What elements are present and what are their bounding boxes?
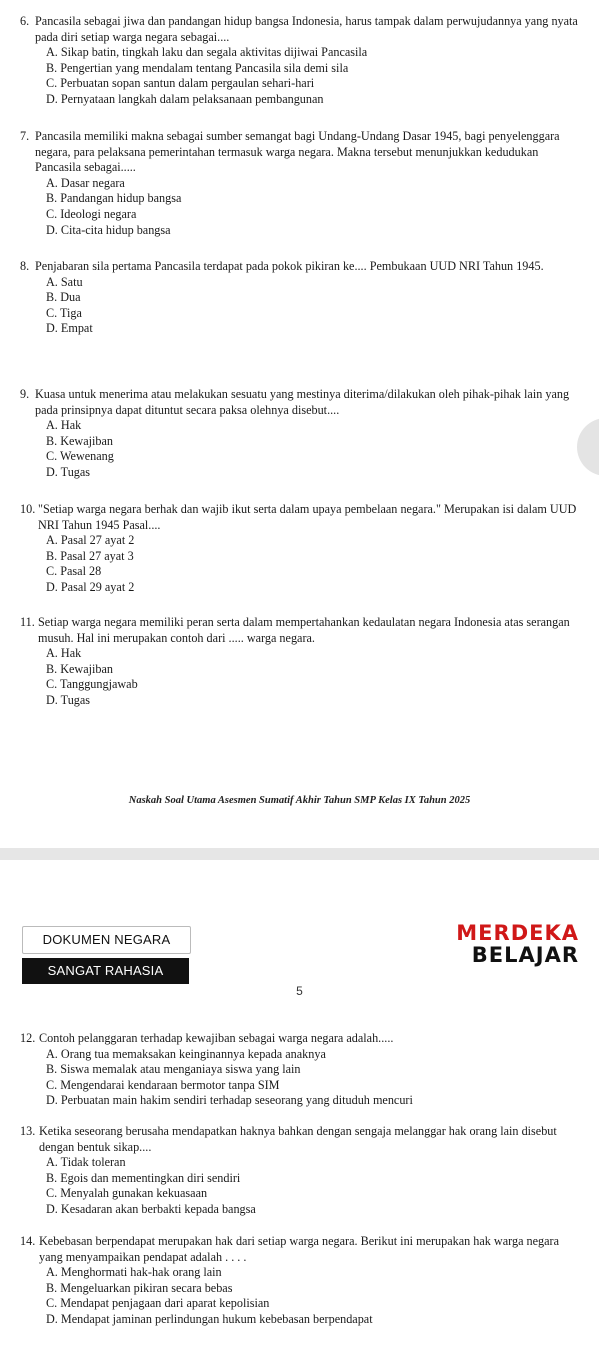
question-number: 7. <box>20 129 30 143</box>
option-c: C. Menyalah gunakan kekuasaan <box>46 1186 208 1201</box>
option-b: B. Pandangan hidup bangsa <box>46 191 182 206</box>
document-class-badge: DOKUMEN NEGARA <box>22 926 191 954</box>
question-11 <box>20 615 580 709</box>
question-number: 13. <box>20 1124 36 1138</box>
question-7 <box>20 129 580 238</box>
option-b: B. Siswa memalak atau menganiaya siswa yang lain <box>46 1062 301 1077</box>
belajar-logo-line: BELAJAR <box>471 943 579 967</box>
question-stem: Contoh pelanggaran terhadap kewajiban sebagai warga negara adalah..... <box>39 1031 394 1045</box>
option-c: C. Pasal 28 <box>46 564 102 579</box>
option-c: C. Ideologi negara <box>46 206 137 221</box>
question-stem: Setiap warga negara memiliki peran serta dalam mempertahankan kedaulatan negara Indonesia atas serangan musuh. Hal ini merupakan contoh dari ..... warga negara. <box>38 615 570 645</box>
page-footer: Naskah Soal Utama Asesmen Sumatif Akhir Tahun SMP Kelas IX Tahun 2025 <box>128 795 471 806</box>
option-b: B. Egois dan mementingkan diri sendiri <box>46 1170 241 1185</box>
exam-page-2 <box>0 860 599 1349</box>
option-b: B. Pengertian yang mendalam tentang Pancasila sila demi sila <box>46 60 349 75</box>
option-c: C. Mendapat penjagaan dari aparat kepolisian <box>46 1296 270 1311</box>
option-d: D. Pernyataan langkah dalam pelaksanaan pembangunan <box>46 91 324 106</box>
question-stem: Pancasila memiliki makna sebagai sumber semangat bagi Undang-Undang Dasar 1945, bagi penyelenggara negara, para pelaksana pemerintahan termasuk warga negara. Makna tersebut menunjukkan kedudukan Pancasila sebagai..... <box>35 129 560 175</box>
option-a: A. Sikap batin, tingkah laku dan segala aktivitas dijiwai Pancasila <box>46 45 368 60</box>
option-d: D. Kesadaran akan berbakti kepada bangsa <box>46 1201 256 1216</box>
question-number: 12. <box>20 1031 36 1045</box>
option-a: A. Hak <box>46 418 82 433</box>
option-c: C. Tiga <box>46 305 82 320</box>
option-d: D. Tugas <box>46 692 91 707</box>
option-b: B. Pasal 27 ayat 3 <box>46 548 134 563</box>
question-stem: "Setiap warga negara berhak dan wajib ikut serta dalam upaya pembelaan negara." Merupakan isi dalam UUD NRI Tahun 1945 Pasal.... <box>38 502 577 532</box>
option-d: D. Mendapat jaminan perlindungan hukum kebebasan berpendapat <box>46 1311 373 1326</box>
option-b: B. Dua <box>46 290 81 305</box>
question-number: 6. <box>20 14 30 28</box>
question-stem: Kuasa untuk menerima atau melakukan sesuatu yang mestinya diterima/dilakukan oleh pihak-pihak lain yang pada prinsipnya dapat dituntut secara paksa olehnya disebut.... <box>35 387 570 417</box>
question-13 <box>20 1124 580 1218</box>
option-d: D. Cita-cita hidup bangsa <box>46 222 171 237</box>
option-d: D. Empat <box>46 321 93 336</box>
option-a: A. Satu <box>46 274 83 289</box>
merdeka-logo-line: MERDEKA <box>456 921 579 945</box>
question-number: 11. <box>20 615 35 629</box>
question-stem: Pancasila sebagai jiwa dan pandangan hidup bangsa Indonesia, harus tampak dalam perwujudannya yang nyata pada diri setiap warga negara sebagai.... <box>35 14 578 44</box>
option-a: A. Dasar negara <box>46 175 125 190</box>
option-d: D. Pasal 29 ayat 2 <box>46 579 135 594</box>
option-a: A. Tidak toleran <box>46 1155 126 1170</box>
option-a: A. Orang tua memaksakan keinginannya kepada anaknya <box>46 1046 326 1061</box>
page-number: 5 <box>296 984 303 998</box>
option-a: A. Hak <box>46 646 82 661</box>
question-9 <box>20 387 580 481</box>
question-number: 10. <box>20 502 36 516</box>
option-d: D. Tugas <box>46 464 91 479</box>
question-number: 14. <box>20 1234 36 1248</box>
option-c: C. Wewenang <box>46 449 114 464</box>
question-stem: Penjabaran sila pertama Pancasila terdapat pada pokok pikiran ke.... Pembukaan UUD NRI Tahun 1945. <box>35 259 544 273</box>
side-scroll-tab[interactable] <box>577 418 599 476</box>
question-number: 8. <box>20 259 30 273</box>
question-stem: Ketika seseorang berusaha mendapatkan haknya bahkan dengan sengaja melanggar hak orang lain disebut dengan bentuk sikap.... <box>39 1124 557 1154</box>
question-14 <box>20 1234 580 1328</box>
option-b: B. Mengeluarkan pikiran secara bebas <box>46 1280 233 1295</box>
question-6 <box>20 14 580 108</box>
question-stem: Kebebasan berpendapat merupakan hak dari setiap warga negara. Berikut ini merupakan hak warga negara yang menyampaikan pendapat adalah . . . . <box>39 1234 559 1264</box>
option-c: C. Perbuatan sopan santun dalam pergaulan sehari-hari <box>46 76 315 91</box>
option-c: C. Tanggungjawab <box>46 677 138 692</box>
question-12 <box>20 1031 580 1109</box>
option-b: B. Kewajiban <box>46 433 114 448</box>
question-number: 9. <box>20 387 30 401</box>
option-a: A. Menghormati hak-hak orang lain <box>46 1265 222 1280</box>
question-10 <box>20 502 580 596</box>
option-d: D. Perbuatan main hakim sendiri terhadap seseorang yang dituduh mencuri <box>46 1093 413 1108</box>
page-separator <box>0 848 599 860</box>
option-b: B. Kewajiban <box>46 661 114 676</box>
option-a: A. Pasal 27 ayat 2 <box>46 533 135 548</box>
secrecy-badge: SANGAT RAHASIA <box>22 958 189 984</box>
question-8 <box>20 259 580 337</box>
option-c: C. Mengendarai kendaraan bermotor tanpa SIM <box>46 1077 280 1092</box>
